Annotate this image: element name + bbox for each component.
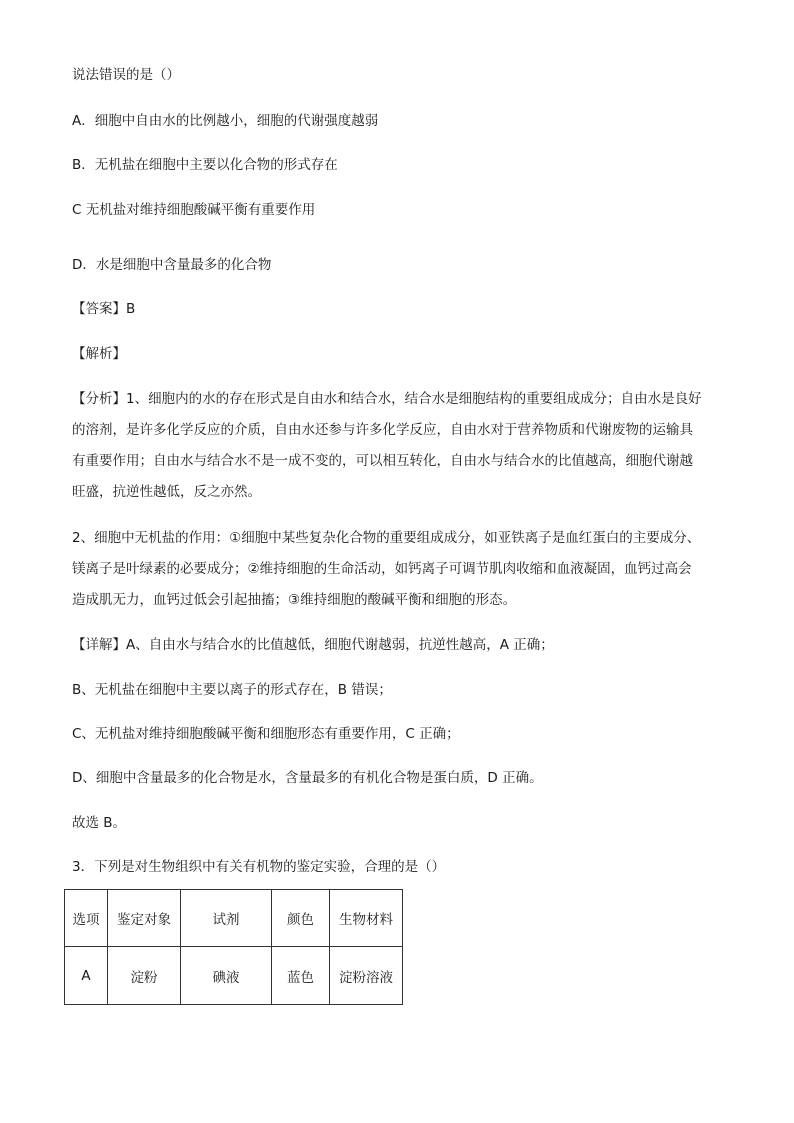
table-header-row — [65, 890, 403, 947]
answer-label: 【答案】B — [72, 301, 136, 317]
analysis-2-line: 镁离子是叶绿素的必要成分；②维持细胞的生命活动，如钙离子可调节肌肉收缩和血液凝固，血钙过高会 — [72, 561, 692, 577]
table-cell: A — [65, 947, 108, 1005]
table-header-cell: 生物材料 — [330, 890, 403, 947]
analysis-2-line: 2、细胞中无机盐的作用：①细胞中某些复杂化合物的重要组成成分，如亚铁离子是血红蛋白的主要成分、 — [72, 530, 701, 546]
analysis-1-line: 【分析】1、细胞内的水的存在形式是自由水和结合水，结合水是细胞结构的重要组成成分；自由水是良好 — [72, 391, 702, 407]
analysis-heading: 【解析】 — [72, 346, 126, 362]
analysis-1-line: 旺盛，抗逆性越低，反之亦然。 — [72, 484, 261, 500]
table-header-cell: 选项 — [65, 890, 108, 947]
question-3: 3．下列是对生物组织中有关有机物的鉴定实验，合理的是（） — [72, 859, 446, 875]
table-header-cell: 鉴定对象 — [108, 890, 181, 947]
table-cell: 淀粉溶液 — [330, 947, 403, 1005]
question-end: 说法错误的是（） — [72, 67, 180, 83]
table-header-cell: 试剂 — [181, 890, 272, 947]
table-cell: 碘液 — [181, 947, 272, 1005]
option-a: A．细胞中自由水的比例越小，细胞的代谢强度越弱 — [72, 113, 379, 129]
analysis-1-line: 的溶剂，是许多化学反应的介质，自由水还参与许多化学反应，自由水对于营养物质和代谢废物的运输具 — [72, 422, 693, 438]
experiment-table — [64, 889, 403, 1005]
conclusion: 故选 B。 — [72, 815, 127, 831]
option-c: C 无机盐对维持细胞酸碱平衡有重要作用 — [72, 202, 316, 218]
table-header-cell: 颜色 — [272, 890, 330, 947]
option-d: D．水是细胞中含量最多的化合物 — [72, 257, 272, 273]
analysis-paragraph-2 — [72, 523, 732, 616]
table-cell: 蓝色 — [272, 947, 330, 1005]
option-b: B．无机盐在细胞中主要以化合物的形式存在 — [72, 157, 338, 173]
analysis-1-line: 有重要作用；自由水与结合水不是一成不变的，可以相互转化，自由水与结合水的比值越高，细胞代谢越 — [72, 453, 693, 469]
table-cell: 淀粉 — [108, 947, 181, 1005]
table-row — [65, 947, 403, 1005]
analysis-2-line: 造成肌无力，血钙过低会引起抽搐；③维持细胞的酸碱平衡和细胞的形态。 — [72, 592, 517, 608]
detail-a: 【详解】A、自由水与结合水的比值越低，细胞代谢越弱，抗逆性越高，A 正确； — [72, 637, 554, 653]
detail-c: C、无机盐对维持细胞酸碱平衡和细胞形态有重要作用，C 正确； — [72, 726, 460, 742]
analysis-paragraph-1 — [72, 384, 732, 508]
detail-d: D、细胞中含量最多的化合物是水，含量最多的有机化合物是蛋白质，D 正确。 — [72, 770, 543, 786]
detail-b: B、无机盐在细胞中主要以离子的形式存在，B 错误； — [72, 682, 392, 698]
